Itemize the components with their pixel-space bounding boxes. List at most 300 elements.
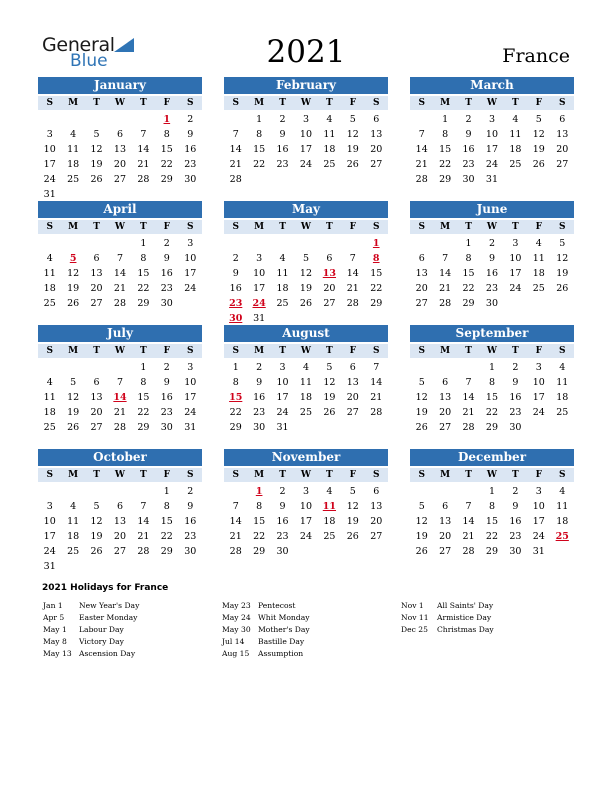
day-cell: 20 — [439, 531, 452, 542]
day-cell: 1 — [372, 238, 380, 249]
month-september — [410, 325, 574, 435]
day-cell: 13 — [113, 144, 127, 155]
day-cell: 16 — [160, 392, 173, 403]
month-title: September — [410, 325, 574, 342]
holiday-date: May 24 — [222, 613, 251, 622]
day-cell: 29 — [229, 422, 242, 433]
day-cell: 19 — [90, 159, 103, 170]
weekday-header-row — [410, 344, 574, 358]
day-cell: 28 — [370, 407, 383, 418]
empty-day-cell — [108, 187, 131, 202]
weekday-label: M — [68, 222, 79, 232]
empty-day-cell — [179, 187, 202, 202]
day-cell: 14 — [137, 144, 150, 155]
weekday-label: T — [465, 98, 472, 108]
empty-day-cell — [551, 172, 574, 187]
holiday-row — [222, 600, 310, 612]
day-cell: 2 — [187, 486, 194, 497]
day-cell: 25 — [43, 298, 56, 309]
empty-day-cell — [341, 311, 364, 326]
day-cell: 27 — [556, 159, 569, 170]
day-cell: 8 — [163, 501, 170, 512]
day-cell: 5 — [93, 501, 100, 512]
weekday-label: T — [140, 98, 147, 108]
day-cell: 29 — [137, 422, 150, 433]
holiday-row — [43, 612, 139, 624]
empty-day-cell — [294, 172, 317, 187]
weekday-label: T — [279, 98, 286, 108]
holiday-date: Jan 1 — [43, 601, 63, 610]
day-cell: 28 — [113, 422, 127, 433]
weekday-label: T — [140, 470, 147, 480]
weekday-label: T — [512, 98, 519, 108]
day-cell: 9 — [187, 501, 194, 512]
weekday-header-row — [38, 220, 202, 234]
day-cell: 5 — [535, 114, 542, 125]
day-cell: 2 — [488, 238, 495, 249]
weekday-label: F — [349, 222, 357, 232]
day-cell: 21 — [229, 159, 242, 170]
day-cell: 18 — [532, 268, 545, 279]
weekday-label: W — [486, 222, 498, 232]
weekday-label: S — [558, 222, 566, 232]
holiday-date: Jul 14 — [222, 637, 245, 646]
day-cell: 18 — [276, 283, 289, 294]
day-cell: 15 — [462, 268, 475, 279]
day-cell: 19 — [346, 516, 359, 527]
day-cell: 5 — [418, 501, 425, 512]
day-cell: 27 — [90, 422, 103, 433]
month-title: June — [410, 201, 574, 218]
weekday-label: T — [512, 470, 519, 480]
holiday-name: Armistice Day — [437, 613, 492, 622]
empty-day-cell — [294, 420, 317, 435]
day-grid — [410, 484, 574, 559]
day-cell: 8 — [163, 129, 170, 140]
day-cell: 16 — [509, 392, 522, 403]
day-grid — [224, 236, 388, 326]
day-cell: 19 — [67, 283, 80, 294]
empty-day-cell — [85, 112, 108, 127]
day-cell: 23 — [184, 159, 197, 170]
day-cell: 21 — [415, 159, 428, 170]
day-cell: 28 — [137, 546, 150, 557]
empty-day-cell — [318, 544, 341, 559]
day-cell: 20 — [556, 144, 569, 155]
day-cell: 4 — [279, 253, 286, 264]
day-cell: 30 — [509, 546, 522, 557]
day-cell: 16 — [229, 283, 242, 294]
day-cell: 14 — [113, 392, 127, 403]
empty-day-cell — [85, 559, 108, 574]
weekday-label: S — [186, 346, 194, 356]
empty-day-cell — [179, 559, 202, 574]
day-cell: 31 — [43, 189, 56, 200]
day-cell: 25 — [509, 159, 522, 170]
day-cell: 24 — [43, 174, 56, 185]
day-cell: 24 — [43, 546, 56, 557]
day-cell: 10 — [43, 144, 56, 155]
empty-day-cell — [224, 236, 247, 251]
day-grid — [38, 236, 202, 311]
weekday-label: T — [93, 98, 100, 108]
weekday-label: F — [535, 470, 543, 480]
day-cell: 21 — [137, 531, 150, 542]
weekday-label: M — [68, 346, 79, 356]
weekday-label: S — [232, 222, 239, 232]
day-cell: 30 — [253, 422, 266, 433]
day-cell: 23 — [276, 531, 289, 542]
day-cell: 7 — [349, 253, 356, 264]
empty-day-cell — [527, 172, 550, 187]
holiday-name: Ascension Day — [79, 649, 136, 658]
empty-day-cell — [365, 420, 388, 435]
day-cell: 22 — [462, 283, 475, 294]
day-cell: 19 — [532, 144, 545, 155]
weekday-label: S — [418, 470, 425, 480]
day-cell: 8 — [488, 377, 495, 388]
month-title: November — [224, 449, 388, 466]
day-cell: 3 — [512, 238, 519, 249]
weekday-label: S — [372, 470, 380, 480]
day-cell: 8 — [140, 253, 147, 264]
empty-day-cell — [108, 484, 131, 499]
day-cell: 29 — [439, 174, 452, 185]
day-cell: 17 — [43, 531, 56, 542]
weekday-label: F — [349, 98, 357, 108]
day-cell: 4 — [559, 486, 566, 497]
holiday-name: Victory Day — [79, 637, 124, 646]
day-cell: 6 — [373, 114, 380, 125]
day-cell: 10 — [184, 253, 197, 264]
weekday-label: F — [349, 470, 357, 480]
day-cell: 2 — [256, 362, 263, 373]
day-cell: 22 — [160, 159, 173, 170]
empty-day-cell — [247, 236, 270, 251]
weekday-header-row — [224, 468, 388, 482]
holiday-name: Bastille Day — [258, 637, 305, 646]
day-cell: 17 — [509, 268, 522, 279]
day-cell: 19 — [299, 283, 313, 294]
empty-day-cell — [38, 484, 61, 499]
day-cell: 17 — [299, 144, 313, 155]
day-cell: 24 — [532, 407, 545, 418]
weekday-label: T — [326, 98, 333, 108]
day-cell: 31 — [253, 313, 266, 324]
month-august — [224, 325, 388, 435]
empty-day-cell — [271, 236, 294, 251]
month-title: August — [224, 325, 388, 342]
day-cell: 8 — [488, 501, 495, 512]
day-cell: 9 — [163, 377, 170, 388]
holiday-row — [222, 648, 310, 660]
day-cell: 9 — [256, 377, 263, 388]
day-cell: 11 — [67, 144, 80, 155]
day-cell: 5 — [349, 114, 356, 125]
weekday-label: S — [46, 98, 53, 108]
day-cell: 1 — [163, 486, 170, 497]
weekday-label: M — [440, 346, 451, 356]
weekday-label: T — [512, 222, 519, 232]
day-cell: 30 — [509, 422, 522, 433]
day-cell: 4 — [512, 114, 519, 125]
day-cell: 10 — [276, 377, 289, 388]
day-cell: 22 — [253, 531, 266, 542]
holiday-date: Aug 15 — [222, 649, 250, 658]
weekday-label: M — [440, 470, 451, 480]
day-cell: 9 — [465, 129, 472, 140]
weekday-label: W — [300, 470, 312, 480]
day-cell: 11 — [532, 253, 545, 264]
weekday-label: M — [254, 222, 265, 232]
day-cell: 30 — [184, 174, 197, 185]
day-cell: 17 — [276, 392, 289, 403]
day-cell: 20 — [346, 392, 359, 403]
empty-day-cell — [433, 236, 456, 251]
day-cell: 1 — [163, 114, 171, 125]
day-cell: 11 — [322, 501, 337, 512]
weekday-label: S — [418, 98, 425, 108]
holiday-row — [401, 624, 494, 636]
day-cell: 13 — [439, 516, 452, 527]
day-cell: 19 — [415, 407, 428, 418]
day-cell: 15 — [229, 392, 243, 403]
day-cell: 22 — [137, 407, 150, 418]
empty-day-cell — [410, 360, 433, 375]
day-cell: 5 — [418, 377, 425, 388]
day-cell: 31 — [184, 422, 197, 433]
holiday-name: Pentecost — [258, 601, 296, 610]
weekday-label: S — [186, 222, 194, 232]
empty-day-cell — [271, 311, 294, 326]
day-cell: 21 — [229, 531, 242, 542]
weekday-label: S — [418, 346, 425, 356]
holiday-row — [43, 636, 139, 648]
day-cell: 17 — [184, 268, 197, 279]
day-cell: 12 — [67, 392, 80, 403]
weekday-label: T — [326, 346, 333, 356]
day-grid — [410, 236, 574, 311]
day-cell: 22 — [229, 407, 242, 418]
day-cell: 13 — [113, 516, 127, 527]
day-cell: 30 — [160, 422, 173, 433]
day-cell: 1 — [140, 362, 147, 373]
month-january — [38, 77, 202, 202]
day-cell: 26 — [532, 159, 545, 170]
day-cell: 16 — [253, 392, 266, 403]
weekday-label: T — [93, 346, 100, 356]
day-cell: 5 — [93, 129, 100, 140]
day-cell: 4 — [302, 362, 309, 373]
weekday-label: S — [372, 98, 380, 108]
day-cell: 21 — [113, 283, 127, 294]
empty-day-cell — [61, 236, 84, 251]
holiday-row — [401, 612, 494, 624]
weekday-label: F — [535, 98, 543, 108]
empty-day-cell — [318, 236, 341, 251]
day-cell: 11 — [43, 392, 56, 403]
empty-day-cell — [85, 360, 108, 375]
day-cell: 11 — [556, 377, 569, 388]
empty-day-cell — [38, 360, 61, 375]
day-cell: 10 — [299, 501, 313, 512]
weekday-label: M — [68, 98, 79, 108]
holiday-name: Whit Monday — [258, 613, 310, 622]
day-cell: 23 — [509, 531, 522, 542]
day-cell: 30 — [485, 298, 499, 309]
day-grid — [38, 360, 202, 435]
day-cell: 12 — [415, 516, 428, 527]
day-cell: 22 — [253, 159, 266, 170]
day-cell: 22 — [370, 283, 383, 294]
day-cell: 23 — [509, 407, 522, 418]
day-cell: 2 — [512, 486, 519, 497]
holiday-date: May 13 — [43, 649, 72, 658]
day-cell: 2 — [163, 362, 170, 373]
empty-day-cell — [108, 360, 131, 375]
day-cell: 4 — [46, 377, 53, 388]
weekday-label: S — [232, 470, 239, 480]
day-cell: 3 — [535, 362, 542, 373]
day-cell: 12 — [323, 377, 336, 388]
weekday-header-row — [224, 96, 388, 110]
empty-day-cell — [410, 484, 433, 499]
holiday-row — [43, 600, 139, 612]
day-cell: 20 — [113, 159, 127, 170]
weekday-header-row — [410, 468, 574, 482]
day-cell: 17 — [532, 516, 545, 527]
empty-day-cell — [365, 172, 388, 187]
day-cell: 10 — [509, 253, 522, 264]
empty-day-cell — [108, 112, 131, 127]
day-cell: 2 — [279, 486, 286, 497]
weekday-label: T — [512, 346, 519, 356]
month-title: December — [410, 449, 574, 466]
day-cell: 6 — [116, 501, 123, 512]
day-cell: 6 — [559, 114, 566, 125]
day-cell: 6 — [93, 377, 100, 388]
day-cell: 3 — [46, 501, 53, 512]
day-cell: 23 — [485, 283, 499, 294]
day-cell: 15 — [253, 144, 266, 155]
holidays-title: 2021 Holidays for France — [42, 583, 169, 593]
weekday-label: F — [163, 470, 171, 480]
day-cell: 20 — [113, 531, 127, 542]
day-cell: 8 — [232, 377, 239, 388]
weekday-label: W — [486, 98, 498, 108]
day-cell: 17 — [43, 159, 56, 170]
holiday-name: Assumption — [258, 649, 304, 658]
empty-day-cell — [38, 112, 61, 127]
day-grid — [410, 360, 574, 435]
day-cell: 18 — [556, 516, 569, 527]
day-cell: 27 — [113, 546, 127, 557]
empty-day-cell — [527, 296, 550, 311]
day-cell: 28 — [462, 422, 475, 433]
day-cell: 25 — [556, 407, 569, 418]
day-cell: 20 — [90, 407, 103, 418]
day-cell: 23 — [160, 407, 173, 418]
day-cell: 12 — [90, 144, 103, 155]
holiday-row — [401, 600, 494, 612]
day-cell: 13 — [415, 268, 428, 279]
day-cell: 3 — [187, 238, 194, 249]
day-cell: 2 — [512, 362, 519, 373]
holiday-row — [222, 636, 310, 648]
day-cell: 24 — [532, 531, 545, 542]
day-cell: 29 — [253, 546, 266, 557]
empty-day-cell — [318, 172, 341, 187]
empty-day-cell — [85, 187, 108, 202]
day-cell: 26 — [415, 422, 428, 433]
day-cell: 15 — [160, 144, 173, 155]
day-cell: 15 — [485, 516, 499, 527]
day-cell: 24 — [299, 159, 313, 170]
empty-day-cell — [224, 484, 247, 499]
day-cell: 12 — [556, 253, 569, 264]
weekday-header-row — [410, 96, 574, 110]
day-cell: 14 — [113, 268, 127, 279]
weekday-label: S — [558, 346, 566, 356]
weekday-label: T — [326, 470, 333, 480]
day-cell: 18 — [556, 392, 569, 403]
empty-day-cell — [318, 311, 341, 326]
empty-day-cell — [341, 544, 364, 559]
day-cell: 6 — [418, 253, 425, 264]
weekday-label: S — [186, 98, 194, 108]
day-cell: 27 — [323, 298, 336, 309]
logo-text-blue: Blue — [70, 51, 108, 71]
day-cell: 2 — [279, 114, 286, 125]
empty-day-cell — [155, 187, 178, 202]
holiday-date: May 1 — [43, 625, 67, 634]
day-cell: 24 — [299, 531, 313, 542]
day-cell: 23 — [253, 407, 266, 418]
weekday-label: F — [535, 222, 543, 232]
month-title: May — [224, 201, 388, 218]
day-cell: 17 — [253, 283, 266, 294]
day-cell: 22 — [439, 159, 452, 170]
day-cell: 1 — [232, 362, 239, 373]
day-cell: 2 — [232, 253, 239, 264]
day-cell: 24 — [252, 298, 266, 309]
day-cell: 12 — [346, 129, 359, 140]
day-cell: 28 — [439, 298, 452, 309]
empty-day-cell — [551, 296, 574, 311]
day-cell: 12 — [532, 129, 545, 140]
weekday-label: F — [163, 346, 171, 356]
day-cell: 28 — [137, 174, 150, 185]
day-cell: 16 — [509, 516, 522, 527]
weekday-label: M — [254, 98, 265, 108]
day-cell: 5 — [326, 362, 333, 373]
day-cell: 16 — [485, 268, 499, 279]
day-cell: 3 — [46, 129, 53, 140]
day-cell: 7 — [373, 362, 380, 373]
day-cell: 21 — [439, 283, 452, 294]
day-cell: 3 — [302, 486, 309, 497]
empty-day-cell — [341, 420, 364, 435]
weekday-label: W — [486, 346, 498, 356]
day-cell: 21 — [370, 392, 383, 403]
day-cell: 28 — [229, 546, 242, 557]
day-cell: 13 — [439, 392, 452, 403]
weekday-label: S — [372, 222, 380, 232]
month-title: October — [38, 449, 202, 466]
day-cell: 26 — [67, 298, 80, 309]
day-cell: 29 — [485, 546, 499, 557]
day-cell: 7 — [232, 501, 239, 512]
